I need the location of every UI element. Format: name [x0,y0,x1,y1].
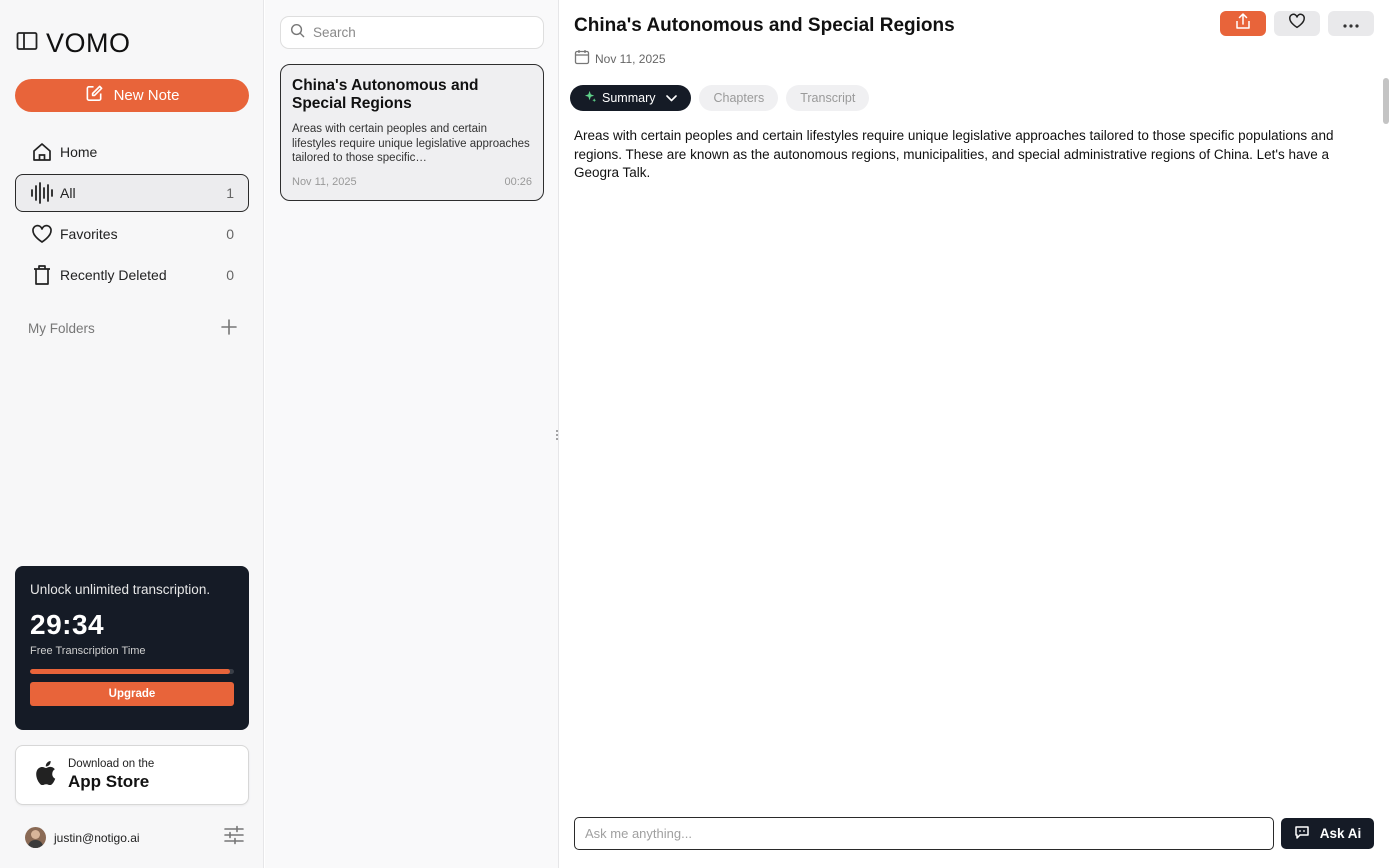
app-store-line1: Download on the [68,758,155,770]
brand [16,28,131,59]
ask-input[interactable] [585,826,1273,841]
note-card[interactable] [280,64,544,201]
calendar-icon [574,49,590,68]
edit-icon [85,84,104,107]
heart-icon [30,222,54,246]
promo-caption: Free Transcription Time [30,645,146,657]
sidebar-item-label: Home [60,144,98,160]
sparkle-icon [584,90,597,106]
heart-icon [1288,13,1306,34]
note-actions [1220,11,1374,36]
apple-icon [36,761,56,790]
note-date-text: Nov 11, 2025 [595,51,666,66]
home-icon [30,140,54,164]
summary-text: Areas with certain peoples and certain lifestyles require unique legislative approaches tailored to those specific populations and regions. These are known as the autonomous regions, municipalities, and special administrative regions of China. Let's have a Geogra Talk. [574,128,1334,180]
sidebar-item-label: Favorites [60,226,118,242]
share-button[interactable] [1220,11,1266,36]
page-title: China's Autonomous and Special Regions [574,15,955,36]
sidebar-nav [15,133,249,297]
upgrade-promo-card [15,566,249,730]
sidebar-item-home[interactable] [15,133,249,171]
search-icon [290,23,305,43]
sidebar-item-count: 0 [226,267,234,283]
sidebar-item-favorites[interactable] [15,215,249,253]
sidebar-item-label: Recently Deleted [60,267,167,283]
note-card-duration: 00:26 [504,176,532,188]
avatar [25,827,46,848]
new-note-label: New Note [113,87,180,104]
upgrade-button[interactable]: Upgrade [30,682,234,706]
app-store-button[interactable] [15,745,249,805]
sidebar-toggle-icon[interactable] [16,31,38,56]
ask-ai-button[interactable] [1281,818,1374,849]
transcription-progress-bar [30,669,234,674]
tab-summary[interactable] [570,85,691,111]
note-detail [560,0,1389,868]
folders-header [28,318,238,339]
user-profile[interactable] [25,825,245,850]
remaining-time: 29:34 [30,609,105,640]
note-date [574,49,666,68]
progress-fill [30,669,230,674]
trash-icon [30,263,54,287]
chat-bot-icon [1294,825,1310,842]
sidebar-item-count: 1 [226,185,234,201]
share-icon [1235,13,1251,35]
sidebar-item-label: All [60,185,76,201]
new-note-button[interactable] [15,79,249,112]
search-box[interactable] [280,16,544,49]
sidebar [0,0,264,868]
app-store-line2: App Store [68,772,150,791]
note-card-meta [292,176,532,188]
add-folder-icon[interactable] [220,318,238,339]
user-email: justin@notigo.ai [54,830,140,845]
audio-wave-icon [30,181,54,205]
settings-sliders-icon[interactable] [223,825,245,850]
sidebar-item-count: 0 [226,226,234,242]
notes-list-panel [265,0,559,868]
app-store-text [68,758,154,792]
brand-title: VOMO [46,28,131,58]
sidebar-item-recently-deleted[interactable] [15,256,249,294]
tab-transcript[interactable]: Transcript [786,85,869,111]
content-scrollbar[interactable] [1383,78,1389,124]
promo-headline: Unlock unlimited transcription. [30,582,211,597]
folders-label: My Folders [28,321,95,336]
more-options-button[interactable] [1328,11,1374,36]
tab-summary-label: Summary [602,91,656,105]
sidebar-item-all[interactable] [15,174,249,212]
tab-chapters[interactable]: Chapters [699,85,778,111]
note-card-title: China's Autonomous and Special Regions [292,77,479,112]
note-card-date: Nov 11, 2025 [292,176,357,188]
ask-ai-label: Ask Ai [1319,826,1362,841]
ask-box[interactable] [574,817,1274,850]
more-dots-icon [1343,15,1359,33]
note-tabs [570,85,869,111]
favorite-button[interactable] [1274,11,1320,36]
chevron-down-icon [666,95,677,102]
note-card-preview: Areas with certain peoples and certain lifestyles require unique legislative approaches tailored to those specific… [292,123,530,164]
search-input[interactable] [313,25,533,40]
